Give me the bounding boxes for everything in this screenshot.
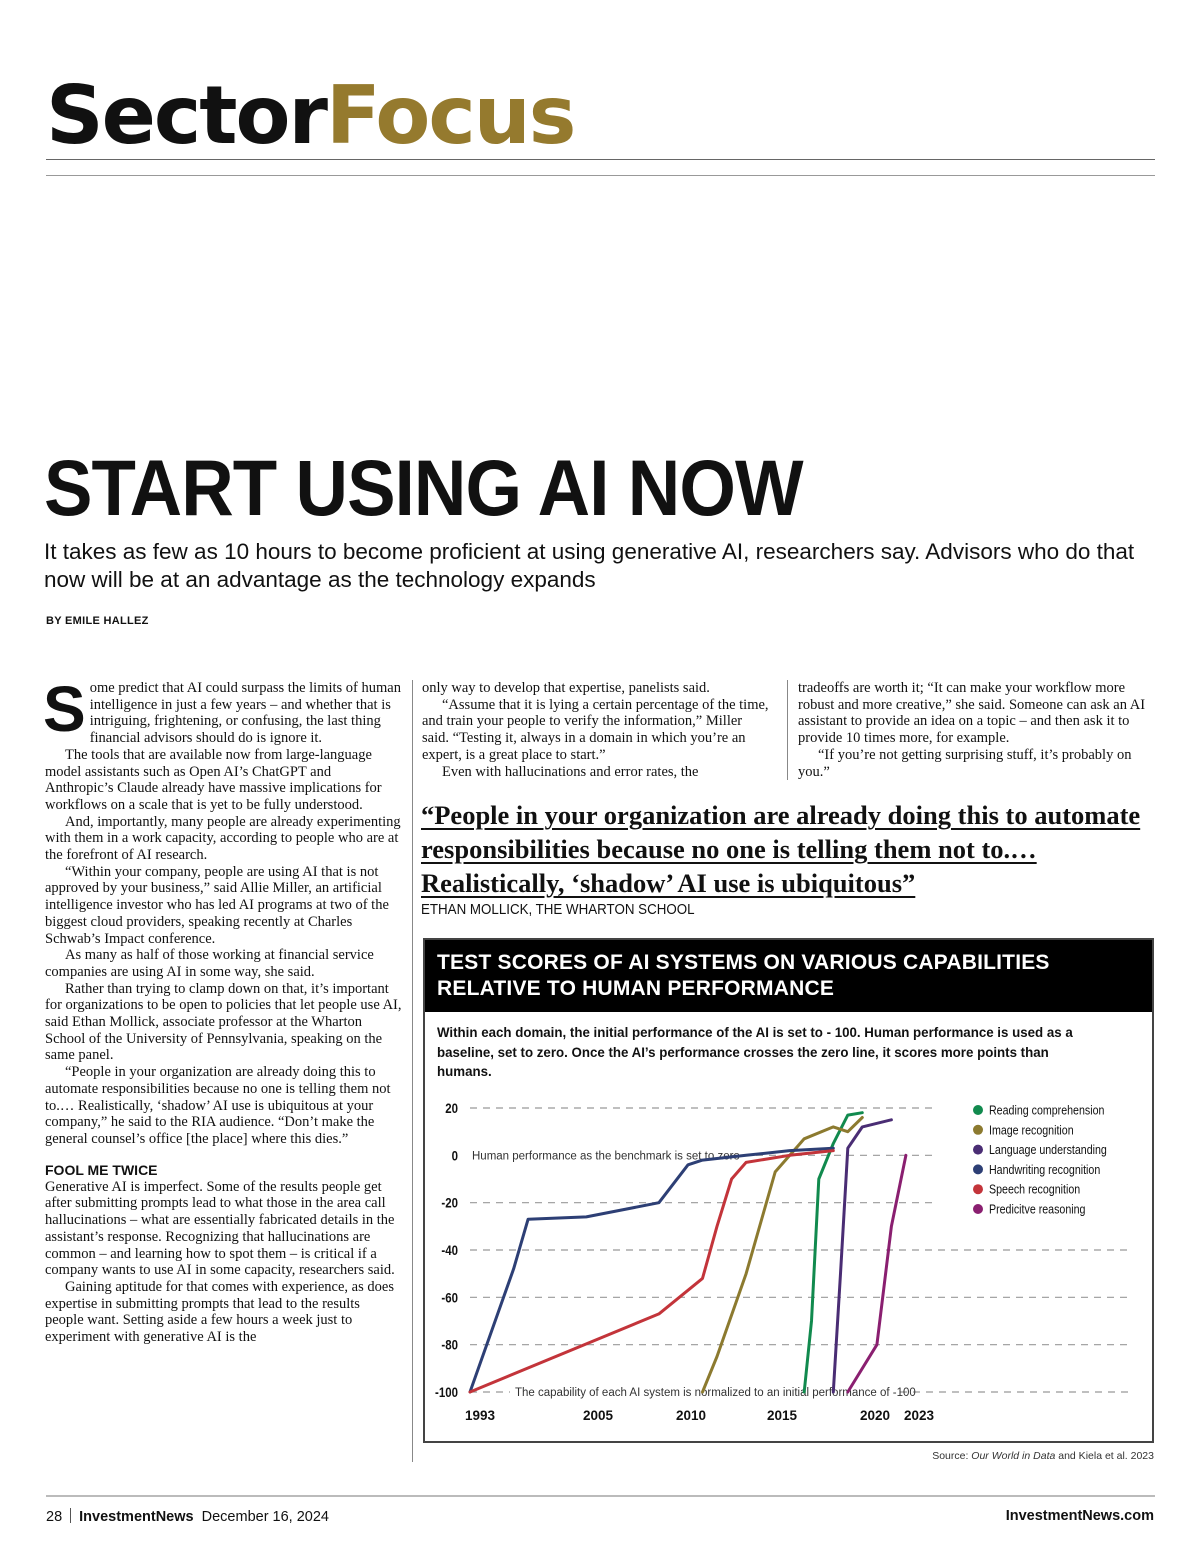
paragraph: only way to develop that expertise, panelists said. <box>422 680 710 696</box>
footer-left <box>46 1508 329 1525</box>
footer-separator <box>70 1508 71 1523</box>
legend-label: Reading comprehension <box>989 1102 1105 1118</box>
series-line <box>848 1155 906 1392</box>
paragraph: Even with hallucinations and error rates, the <box>442 763 699 780</box>
y-tick-label: 0 <box>451 1148 458 1164</box>
pull-quote-line: responsibilities because no one is telling them not to.… <box>421 834 1037 864</box>
chart-annotation: The capability of each AI system is normalized to an initial performance of -100 <box>515 1387 916 1399</box>
drop-cap: S <box>43 673 86 745</box>
chart-source <box>932 1450 1154 1462</box>
masthead-word-sector: Sector <box>46 69 326 162</box>
paragraph: “Assume that it is lying a certain percentage of the time, and train your people to verify the information,” Miller said. “Testing it, always in a domain in which you’re an expert, is a great place to start.” <box>422 696 769 763</box>
y-tick-label: -100 <box>435 1385 458 1401</box>
paragraph: “If you’re not getting surprising stuff, it’s probably on you.” <box>798 746 1132 780</box>
legend-swatch <box>973 1184 983 1194</box>
x-tick-label: 2020 <box>859 1408 891 1423</box>
masthead-word-focus: Focus <box>325 69 575 162</box>
source-name: Our World in Data <box>971 1450 1056 1462</box>
legend-swatch <box>973 1125 983 1135</box>
article-column-3 <box>798 680 1156 780</box>
legend-label: Image recognition <box>989 1122 1074 1138</box>
series-line <box>833 1120 891 1392</box>
legend-swatch <box>973 1164 983 1174</box>
chart-subtitle: Within each domain, the initial performance of the AI is set to - 100. Human performance is used as a baseline, set to zero. Once the AI’s performance crosses the zero line, it scores more points than humans. <box>437 1024 1073 1079</box>
section-subhead: FOOL ME TWICE <box>45 1161 158 1178</box>
masthead <box>46 69 575 162</box>
legend-label: Language understanding <box>989 1142 1107 1158</box>
x-tick-label: 2010 <box>675 1408 707 1423</box>
y-tick-label: -40 <box>441 1243 458 1259</box>
y-tick-label: -80 <box>441 1337 458 1353</box>
paragraph: “People in your organization are already doing this to automate responsibilities because no one is telling them not to.… Realistically, ‘shadow’ AI use is ubiquitous at your company,” he said to the RIA audience. “Don’t make the general counsel’s office [the place] where this dies.” <box>45 1064 391 1147</box>
x-tick-label: 2023 <box>903 1408 935 1423</box>
y-tick-label: -20 <box>441 1195 458 1211</box>
paragraph: Gaining aptitude for that comes with experience, as does expertise in submitting prompts that lead to the results people want. Setting aside a few hours a week just to experiment with generative AI is the <box>45 1278 394 1346</box>
chart-title: TEST SCORES OF AI SYSTEMS ON VARIOUS CAPABILITIES RELATIVE TO HUMAN PERFORMANCE <box>437 951 1050 1000</box>
footer-website: InvestmentNews.com <box>1005 1508 1154 1524</box>
legend-label: Handwriting recognition <box>989 1161 1101 1178</box>
x-tick-label: 2005 <box>582 1408 614 1423</box>
footer-date: December 16, 2024 <box>201 1509 329 1525</box>
series-line <box>470 1148 833 1392</box>
paragraph: Generative AI is imperfect. Some of the results people get after submitting prompts lead to what those in the area call hallucinations – what are essentially fabricated details in the assistant’s response. Recognizing that hallucinations are common – and learning how to spot them – is critical if a company wants to use AI in some capacity, researchers said. <box>45 1178 395 1279</box>
series-line <box>470 1151 833 1392</box>
paragraph <box>43 673 402 747</box>
x-tick-label: 2015 <box>766 1408 798 1423</box>
byline: BY EMILE HALLEZ <box>46 615 149 627</box>
footer-brand: InvestmentNews <box>79 1509 194 1525</box>
source-prefix: Source: <box>932 1450 969 1462</box>
legend-swatch <box>973 1105 983 1115</box>
article-column-1 <box>43 673 402 1346</box>
y-tick-label: -60 <box>441 1290 458 1306</box>
pull-quote-attribution: ETHAN MOLLICK, THE WHARTON SCHOOL <box>421 902 695 918</box>
paragraph: “Within your company, people are using AI that is not approved by your business,” said Allie Miller, an artificial intelligence investor who has led AI programs at two of the biggest cloud providers, speaking recently at Charles Schwab’s Impact conference. <box>45 863 389 947</box>
pull-quote-line: Realistically, ‘shadow’ AI use is ubiquitous” <box>421 868 916 898</box>
y-tick-label: 20 <box>445 1101 458 1117</box>
article-column-2 <box>422 680 772 780</box>
masthead-rule-bottom <box>46 175 1155 176</box>
paragraph: Rather than trying to clamp down on that, it’s important for organizations to be open to policies that let people use AI, said Ethan Mollick, associate professor at the Wharton School of the University of Pennsylvania, speaking on the same panel. <box>45 980 402 1064</box>
page-number: 28 <box>46 1509 63 1525</box>
legend-swatch <box>973 1204 983 1214</box>
legend-swatch <box>973 1145 983 1155</box>
footer-rule <box>46 1495 1155 1497</box>
series-line <box>804 1113 862 1392</box>
paragraph: As many as half of those working at financial service companies are using AI in some way, she said. <box>45 947 374 980</box>
source-suffix: and Kiela et al. 2023 <box>1058 1450 1154 1462</box>
chart-annotation: Human performance as the benchmark is set to zero <box>472 1150 740 1163</box>
masthead-rule-top <box>46 159 1155 160</box>
line-chart <box>425 1090 1152 1435</box>
paragraph: And, importantly, many people are already experimenting with them in a work capacity, according to people who are at the forefront of AI research. <box>45 813 401 864</box>
pull-quote <box>421 798 1161 900</box>
article-headline: START USING AI NOW <box>44 443 803 532</box>
pull-quote-line: “People in your organization are already doing this to automate <box>421 800 1141 830</box>
legend-label: Predicitve reasoning <box>989 1201 1086 1217</box>
column-divider <box>787 680 788 780</box>
column-divider <box>412 680 413 1462</box>
paragraph: The tools that are available now from large-language model assistants such as Open AI’s ChatGPT and Anthropic’s Claude already have massive implications for workflows on a scale that is yet to be fully understood. <box>45 746 382 813</box>
legend-label: Speech recognition <box>989 1181 1081 1197</box>
article-dek: It takes as few as 10 hours to become proficient at using generative AI, researchers say. Advisors who do that now will be at an advantage as the technology expands <box>44 539 1135 592</box>
paragraph: tradeoffs are worth it; “It can make your workflow more robust and more creative,” she said. Someone can ask an AI assistant to provide an idea on a topic – and then ask it to provide 10 times more, for example. <box>798 680 1146 747</box>
x-tick-label: 1993 <box>464 1408 496 1423</box>
paragraph-text: ome predict that AI could surpass the limits of human intelligence in just a few years – and whether that is intriguing, frightening, or confusing, the last thing financial advisors should do is ignore it. <box>89 680 401 747</box>
